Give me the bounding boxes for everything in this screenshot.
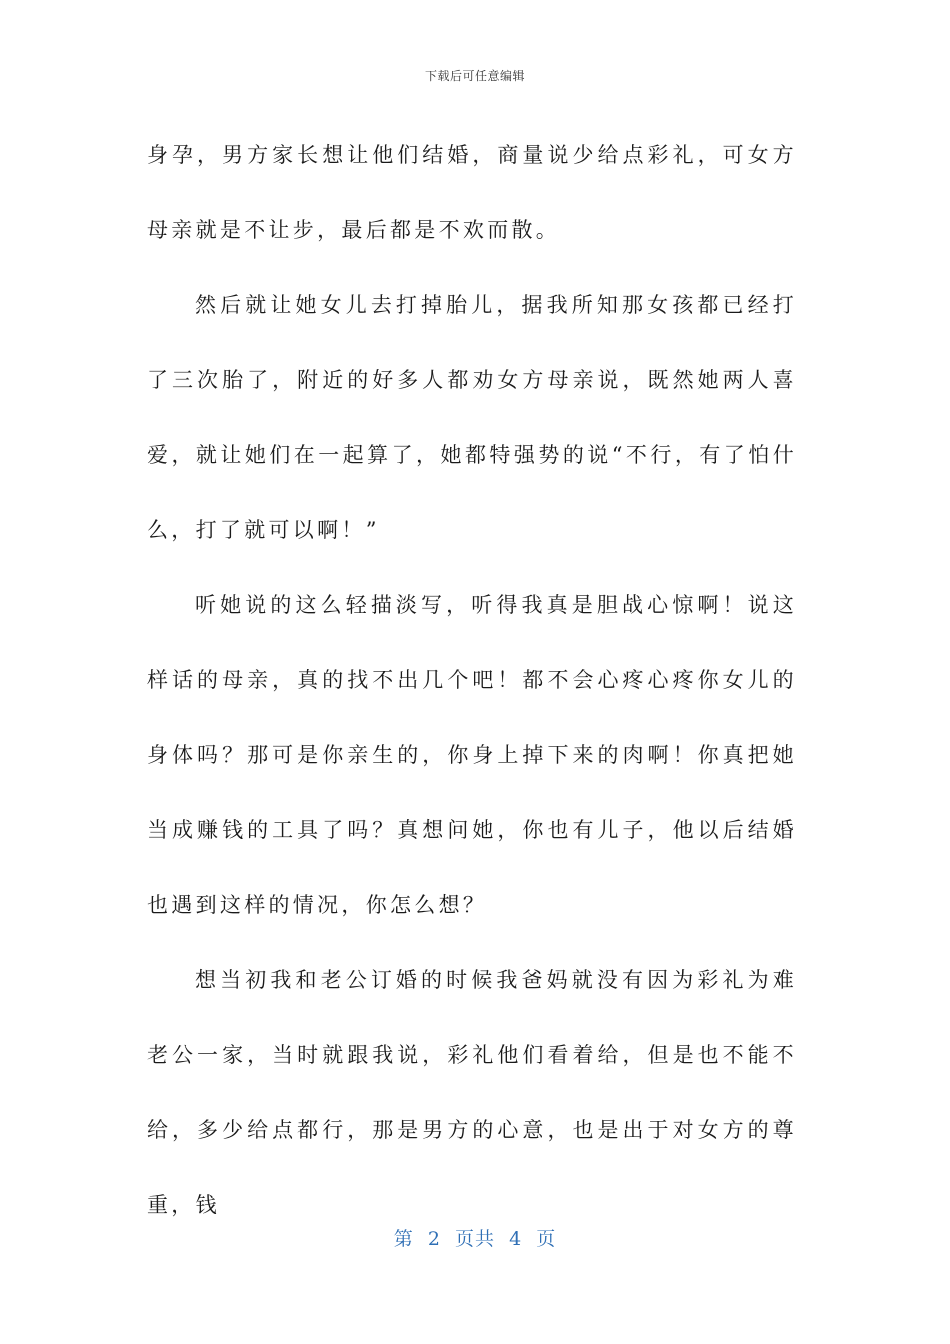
page-header: 下载后可任意编辑: [424, 69, 525, 83]
paragraph-own-engagement: 想当初我和老公订婚的时候我爸妈就没有因为彩礼为难老公一家，当时就跟我说，彩礼他们看着给，但是也不能不给，多少给点都行，那是男方的心意，也是出于对女方的尊重，钱: [147, 968, 797, 1217]
document-body: [147, 118, 797, 1243]
paragraph-abortion: 然后就让她女儿去打掉胎儿，据我所知那女孩都已经打了三次胎了，附近的好多人都劝女方母亲说，既然她两人喜爱，就让她们在一起算了，她都特强势的说“不行，有了怕什么，打了就可以啊！”: [147, 293, 797, 542]
paragraph-continuation: 身孕，男方家长想让他们结婚，商量说少给点彩礼，可女方母亲就是不让步，最后都是不欢而散。: [147, 143, 797, 242]
page-footer: 第 2 页共 4 页: [393, 1228, 557, 1250]
paragraph-reaction: 听她说的这么轻描淡写，听得我真是胆战心惊啊！说这样话的母亲，真的找不出几个吧！都不会心疼心疼你女儿的身体吗？那可是你亲生的，你身上掉下来的肉啊！你真把她当成赚钱的工具了吗？真想问她，你也有儿子，他以后结婚也遇到这样的情况，你怎么想？: [147, 593, 797, 917]
